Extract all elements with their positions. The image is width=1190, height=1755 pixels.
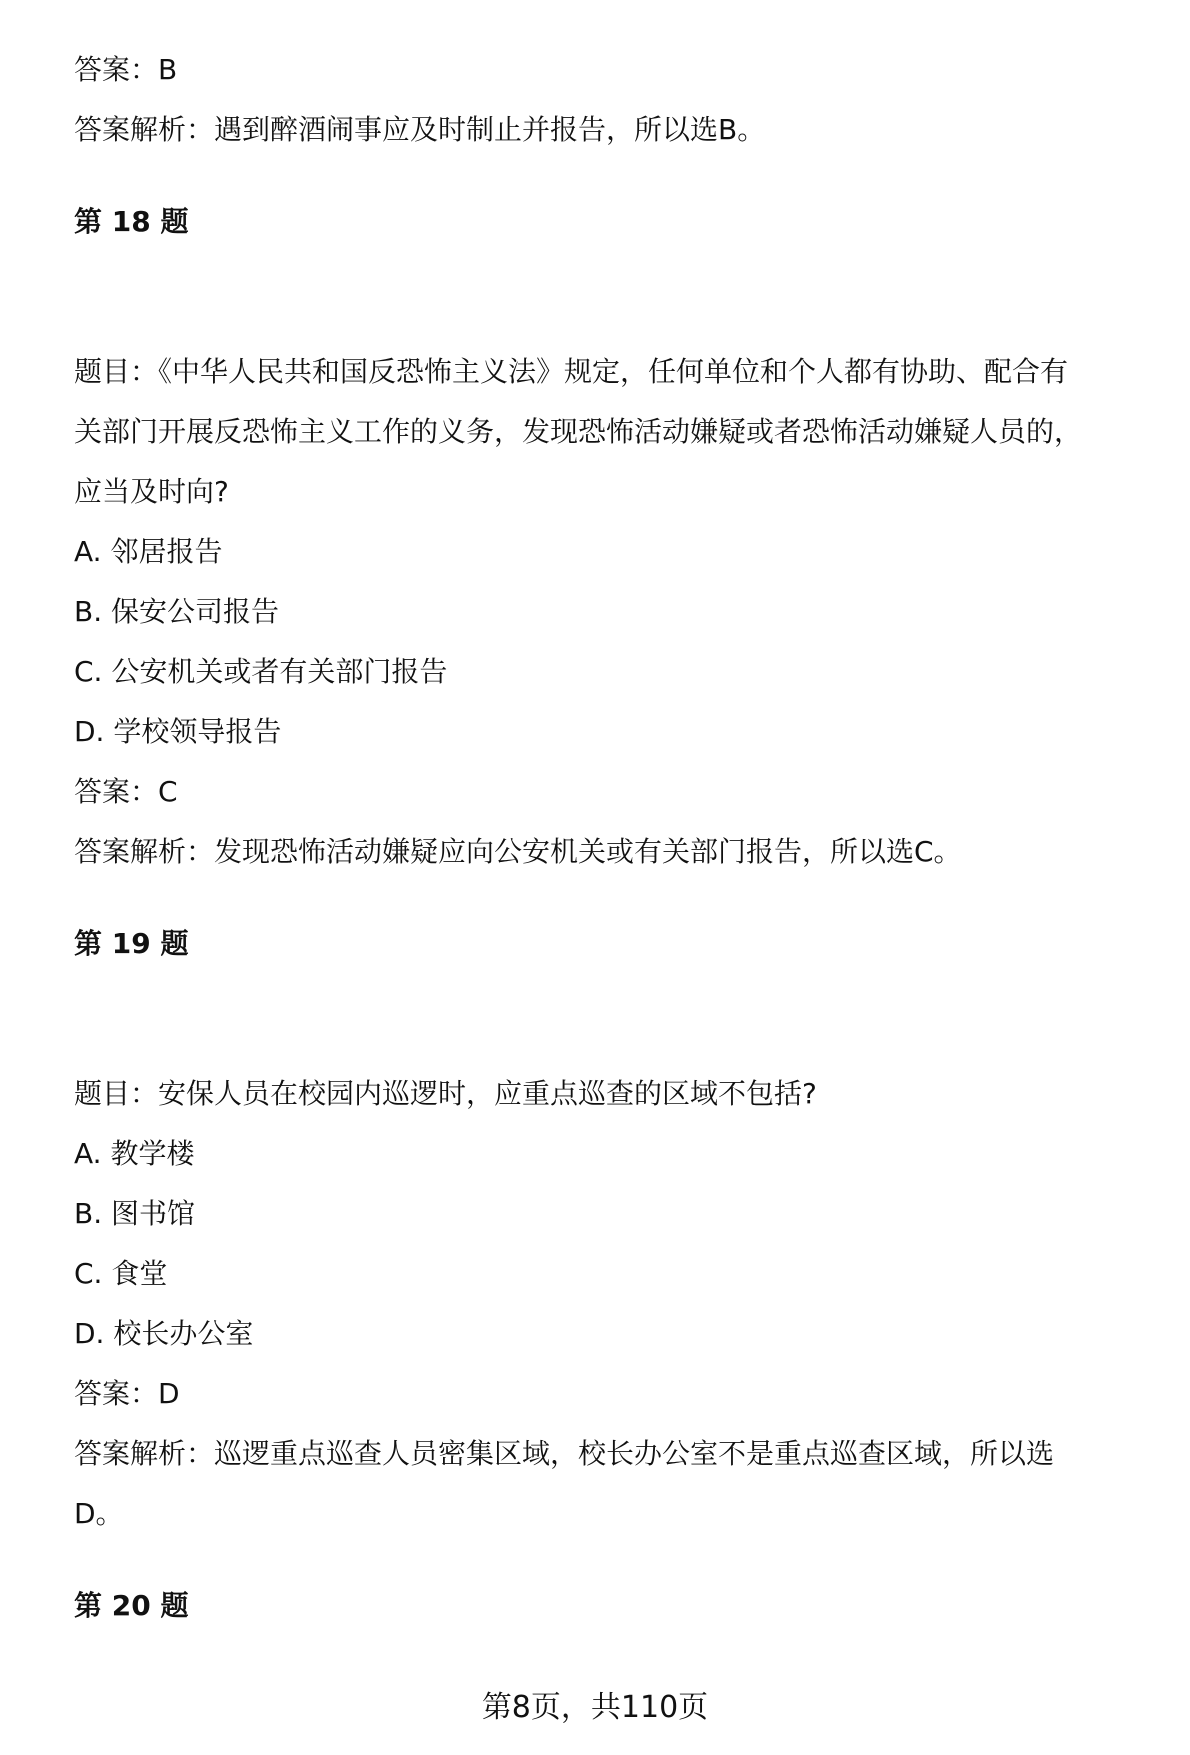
- q19-option-b: B. 图书馆: [74, 1197, 196, 1230]
- page-number-footer: 第8页，共110页: [481, 1690, 709, 1725]
- q18-heading: 第 18 题: [74, 205, 189, 238]
- q18-question-line-2: 关部门开展反恐怖主义工作的义务，发现恐怖活动嫌疑或者恐怖活动嫌疑人员的，: [74, 415, 1083, 448]
- q19-question: 题目：安保人员在校园内巡逻时，应重点巡查的区域不包括?: [74, 1077, 817, 1110]
- q19-option-c: C. 食堂: [74, 1257, 168, 1290]
- prev-answer: 答案：B: [74, 53, 178, 86]
- q18-question-line-1: 题目：《中华人民共和国反恐怖主义法》规定，任何单位和个人都有协助、配合有: [74, 355, 1069, 388]
- q19-answer: 答案：D: [74, 1377, 180, 1410]
- q19-analysis-line-2: D。: [74, 1497, 124, 1530]
- q20-heading: 第 20 题: [74, 1589, 189, 1622]
- prev-answer-analysis: 答案解析：遇到醉酒闹事应及时制止并报告，所以选B。: [74, 113, 766, 146]
- q19-option-a: A. 教学楼: [74, 1137, 195, 1170]
- q18-option-b: B. 保安公司报告: [74, 595, 280, 628]
- q19-analysis-line-1: 答案解析：巡逻重点巡查人员密集区域，校长办公室不是重点巡查区域，所以选: [74, 1437, 1055, 1470]
- q19-heading: 第 19 题: [74, 927, 189, 960]
- q18-analysis: 答案解析：发现恐怖活动嫌疑应向公安机关或有关部门报告，所以选C。: [74, 835, 962, 868]
- q19-option-d: D. 校长办公室: [74, 1317, 254, 1350]
- q18-answer: 答案：C: [74, 775, 178, 808]
- q18-question-line-3: 应当及时向?: [74, 475, 229, 508]
- q18-option-d: D. 学校领导报告: [74, 715, 282, 748]
- q18-option-a: A. 邻居报告: [74, 535, 223, 568]
- q18-option-c: C. 公安机关或者有关部门报告: [74, 655, 448, 688]
